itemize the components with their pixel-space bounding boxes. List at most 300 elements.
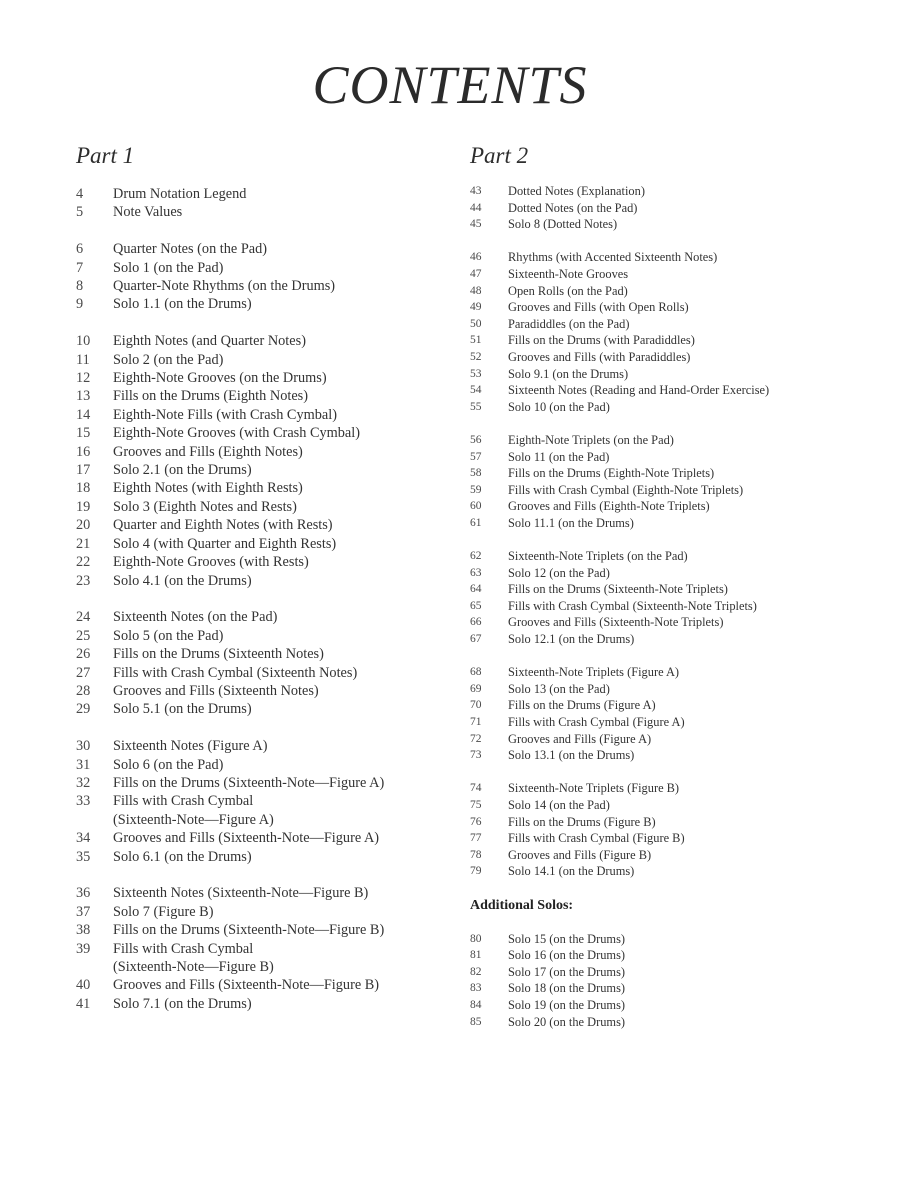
entry-title-text: Quarter and Eighth Notes (with Rests) xyxy=(113,517,333,534)
toc-entry xyxy=(76,884,436,902)
page-number: 17 xyxy=(76,462,91,479)
entry-title xyxy=(113,645,436,663)
entry-title-text: Solo 13 (on the Pad) xyxy=(508,681,610,696)
entry-title xyxy=(113,387,436,405)
page-number: 75 xyxy=(470,798,482,811)
page-number: 36 xyxy=(76,885,91,902)
entry-title xyxy=(508,565,870,582)
entry-title xyxy=(508,780,870,797)
page-number: 39 xyxy=(76,940,91,957)
page-number: 77 xyxy=(470,832,482,845)
entry-title-text: Grooves and Fills (Figure B) xyxy=(508,847,652,862)
page-number: 59 xyxy=(470,483,482,496)
entry-title xyxy=(508,399,870,416)
entry-title xyxy=(508,432,870,449)
page-number: 7 xyxy=(76,259,84,276)
toc-entry xyxy=(470,598,870,615)
page-number: 10 xyxy=(76,333,91,350)
entry-title xyxy=(508,681,870,698)
entry-title-text: Drum Notation Legend xyxy=(113,186,247,202)
toc-entry xyxy=(76,774,436,792)
entry-title xyxy=(113,185,436,203)
entry-title-text: Eighth-Note Grooves (with Rests) xyxy=(113,554,309,571)
entry-title-text: Solo 9.1 (on the Drums) xyxy=(508,366,629,381)
page-number: 53 xyxy=(470,367,482,380)
entry-title xyxy=(113,848,436,866)
page-number: 67 xyxy=(470,633,482,646)
entry-title xyxy=(508,183,870,200)
toc-group xyxy=(470,183,870,233)
entry-title xyxy=(508,697,870,714)
page-number: 49 xyxy=(470,301,482,314)
page-number: 71 xyxy=(470,716,482,728)
entry-title-text: Eighth-Note Grooves (on the Drums) xyxy=(113,370,327,387)
entry-title xyxy=(508,664,870,681)
toc-entry xyxy=(470,631,870,648)
entry-title xyxy=(113,829,436,847)
page-number: 12 xyxy=(76,370,91,387)
entry-title-text: Fills with Crash Cymbal (Sixteenth Notes) xyxy=(113,664,358,681)
entry-title-text: Grooves and Fills (Eighth Notes) xyxy=(113,443,303,460)
page-number: 26 xyxy=(76,646,91,663)
page-number: 61 xyxy=(470,516,482,529)
entry-title xyxy=(113,884,436,902)
entry-title-text: Fills on the Drums (Sixteenth-Note Triplets) xyxy=(508,582,728,597)
toc-entry xyxy=(76,369,436,387)
page-number: 68 xyxy=(470,666,482,679)
toc-entry xyxy=(76,737,436,755)
entry-title xyxy=(508,449,870,466)
entry-title xyxy=(113,700,436,718)
toc-group xyxy=(470,548,870,648)
additional-solos-heading: Additional Solos: xyxy=(470,897,574,913)
entry-title-text: Fills on the Drums (with Paradiddles) xyxy=(508,333,695,348)
toc-entry xyxy=(76,406,436,424)
toc-entry xyxy=(76,553,436,571)
toc-entry xyxy=(76,976,436,994)
entry-title-text: Sixteenth Notes (Sixteenth-Note—Figure B) xyxy=(113,885,369,902)
page-number: 15 xyxy=(76,425,91,442)
page-number: 82 xyxy=(470,965,482,978)
part-2-heading: Part 2 xyxy=(470,143,529,168)
entry-title xyxy=(113,995,436,1013)
toc-group xyxy=(470,664,870,764)
part-1-column xyxy=(76,144,436,1032)
entry-title-text: Solo 1 (on the Pad) xyxy=(113,259,224,276)
toc-entry xyxy=(76,185,436,203)
toc-group xyxy=(76,608,436,718)
page-number: 84 xyxy=(470,998,482,1011)
entry-title-text: Sixteenth Notes (Figure A) xyxy=(113,738,268,755)
page-number: 35 xyxy=(76,848,91,865)
toc-entry xyxy=(470,515,870,532)
toc-entry xyxy=(470,498,870,515)
entry-title-text: Grooves and Fills (with Paradiddles) xyxy=(508,349,691,364)
page-number: 31 xyxy=(76,756,91,773)
toc-entry xyxy=(470,366,870,383)
entry-title xyxy=(113,332,436,350)
entry-title xyxy=(508,349,870,366)
toc-entry xyxy=(470,449,870,466)
page-number: 73 xyxy=(470,749,482,762)
entry-title xyxy=(113,921,436,939)
toc-entry xyxy=(470,980,870,997)
entry-title xyxy=(113,976,436,994)
entry-title-text: Solo 13.1 (on the Drums) xyxy=(508,748,635,763)
entry-title xyxy=(508,316,870,333)
toc-entry xyxy=(76,535,436,553)
toc-entry xyxy=(470,997,870,1014)
entry-title xyxy=(508,747,870,764)
toc-group xyxy=(76,332,436,590)
entry-title xyxy=(508,366,870,383)
entry-title-text: Dotted Notes (Explanation) xyxy=(508,184,645,198)
entry-title xyxy=(113,498,436,516)
entry-title xyxy=(113,553,436,571)
entry-title xyxy=(113,240,436,258)
entry-title-text: Solo 16 (on the Drums) xyxy=(508,948,626,963)
entry-title-text: Solo 11 (on the Pad) xyxy=(508,449,610,464)
page-number: 30 xyxy=(76,738,91,755)
entry-title xyxy=(508,465,870,482)
entry-title xyxy=(508,581,870,598)
page-number: 54 xyxy=(470,384,482,397)
entry-title-text: Rhythms (with Accented Sixteenth Notes) xyxy=(508,250,718,265)
entry-title-text: Solo 2 (on the Pad) xyxy=(113,351,224,368)
entry-title-text: Quarter Notes (on the Pad) xyxy=(113,241,268,258)
page-number: 32 xyxy=(76,774,91,791)
page-number: 20 xyxy=(76,517,91,534)
page-number: 72 xyxy=(470,732,482,745)
page-number: 28 xyxy=(76,682,91,699)
toc-entry xyxy=(470,664,870,681)
page-number: 13 xyxy=(76,388,91,405)
toc-entry xyxy=(470,249,870,266)
entry-title-text: Grooves and Fills (Sixteenth-Note—Figure B) xyxy=(113,977,380,994)
entry-title-text: Solo 4.1 (on the Drums) xyxy=(113,572,252,589)
toc-entry xyxy=(470,814,870,831)
entry-title xyxy=(508,249,870,266)
entry-title xyxy=(113,664,436,682)
entry-title-text: Fills on the Drums (Figure A) xyxy=(508,698,656,713)
entry-title xyxy=(113,608,436,626)
entry-title-text: Solo 12 (on the Pad) xyxy=(508,565,610,580)
page-number: 79 xyxy=(470,865,482,878)
entry-title-text: Fills with Crash Cymbal xyxy=(113,940,254,957)
toc-entry xyxy=(470,200,870,217)
toc-entry xyxy=(76,848,436,866)
toc-entry xyxy=(76,829,436,847)
entry-title-text: Solo 2.1 (on the Drums) xyxy=(113,462,252,479)
page-number: 46 xyxy=(470,251,482,264)
page-number: 25 xyxy=(76,627,91,644)
entry-title xyxy=(508,332,870,349)
entry-title-text: Quarter-Note Rhythms (on the Drums) xyxy=(113,278,336,295)
entry-title xyxy=(113,516,436,534)
entry-title-text: Grooves and Fills (Sixteenth-Note Triplets) xyxy=(508,615,724,630)
entry-title-text: Fills on the Drums (Sixteenth-Note—Figure B) xyxy=(113,922,385,939)
entry-title xyxy=(508,997,870,1014)
toc-entry xyxy=(76,332,436,350)
toc-entry xyxy=(470,780,870,797)
entry-title-text: Eighth Notes (with Eighth Rests) xyxy=(113,480,303,497)
entry-title xyxy=(113,424,436,442)
entry-title xyxy=(508,980,870,997)
toc-entry xyxy=(76,682,436,700)
page-number: 38 xyxy=(76,922,91,939)
entry-title xyxy=(113,461,436,479)
entry-title-text: Sixteenth Notes (on the Pad) xyxy=(113,609,278,626)
entry-title xyxy=(113,774,436,792)
page-number: 24 xyxy=(76,609,91,626)
entry-title-text: Solo 20 (on the Drums) xyxy=(508,1014,626,1029)
toc-group xyxy=(76,240,436,314)
page-number: 83 xyxy=(470,982,482,995)
entry-title-text: Solo 1.1 (on the Drums) xyxy=(113,296,252,313)
page-number: 4 xyxy=(76,186,84,202)
page-number: 80 xyxy=(470,932,482,945)
page-number: 34 xyxy=(76,830,91,847)
toc-entry xyxy=(76,443,436,461)
entry-title-continuation: (Sixteenth-Note—Figure B) xyxy=(113,958,274,975)
toc-entry xyxy=(470,216,870,233)
page-number: 37 xyxy=(76,903,91,920)
page-number: 41 xyxy=(76,995,91,1012)
entry-title-text: Grooves and Fills (Eighth-Note Triplets) xyxy=(508,499,710,514)
entry-title xyxy=(113,295,436,313)
entry-title-text: Solo 4 (with Quarter and Eighth Rests) xyxy=(113,535,337,552)
page-number: 21 xyxy=(76,535,91,552)
toc-entry xyxy=(76,259,436,277)
toc-entry xyxy=(470,581,870,598)
toc-entry xyxy=(76,516,436,534)
page-number: 78 xyxy=(470,848,482,861)
page-number: 23 xyxy=(76,572,91,589)
page-number: 22 xyxy=(76,554,91,571)
entry-title xyxy=(113,940,436,977)
entry-title xyxy=(113,756,436,774)
entry-title-text: Eighth-Note Fills (with Crash Cymbal) xyxy=(113,406,337,423)
entry-title xyxy=(508,382,870,399)
toc-entry xyxy=(470,349,870,366)
entry-title xyxy=(508,731,870,748)
toc-entry xyxy=(470,382,870,399)
toc-entry xyxy=(470,399,870,416)
entry-title xyxy=(508,266,870,283)
entry-title-text: Solo 19 (on the Drums) xyxy=(508,997,626,1012)
page-number: 63 xyxy=(470,566,482,579)
entry-title xyxy=(113,406,436,424)
entry-title-text: Solo 7 (Figure B) xyxy=(113,903,214,920)
entry-title-text: Solo 18 (on the Drums) xyxy=(508,981,626,996)
entry-title-text: Fills on the Drums (Eighth Notes) xyxy=(113,388,308,405)
entry-title xyxy=(508,515,870,532)
entry-title-text: Fills on the Drums (Sixteenth-Note—Figure A) xyxy=(113,774,385,791)
toc-entry xyxy=(470,565,870,582)
page-number: 5 xyxy=(76,204,84,221)
entry-title-text: Fills with Crash Cymbal (Figure B) xyxy=(508,831,685,846)
entry-title xyxy=(508,947,870,964)
entry-title-text: Sixteenth-Note Grooves xyxy=(508,266,629,281)
entry-title xyxy=(508,498,870,515)
entry-title-text: Solo 7.1 (on the Drums) xyxy=(113,995,252,1012)
toc-entry xyxy=(76,995,436,1013)
entry-title-text: Solo 17 (on the Drums) xyxy=(508,964,626,979)
page-number: 43 xyxy=(470,185,482,197)
entry-title xyxy=(113,259,436,277)
page-number: 52 xyxy=(470,350,482,363)
toc-entry xyxy=(470,548,870,565)
page-number: 33 xyxy=(76,793,91,810)
entry-title xyxy=(508,931,870,948)
page-number: 44 xyxy=(470,201,482,214)
toc-entry xyxy=(470,266,870,283)
page-number: 58 xyxy=(470,467,482,480)
toc-entry xyxy=(76,792,436,829)
page-number: 29 xyxy=(76,701,91,718)
entry-title xyxy=(508,216,870,233)
entry-title-text: Sixteenth-Note Triplets (Figure A) xyxy=(508,665,680,680)
entry-title xyxy=(508,283,870,300)
toc-entry xyxy=(470,681,870,698)
entry-title xyxy=(113,627,436,645)
page-number: 85 xyxy=(470,1015,482,1028)
page-number: 64 xyxy=(470,583,482,596)
page-number: 51 xyxy=(470,334,482,347)
entry-title-text: Paradiddles (on the Pad) xyxy=(508,316,630,331)
part-1-heading: Part 1 xyxy=(76,143,135,168)
toc-entry xyxy=(470,432,870,449)
entry-title xyxy=(508,482,870,499)
toc-entry xyxy=(76,645,436,663)
entry-title xyxy=(508,847,870,864)
entry-title xyxy=(508,299,870,316)
page-number: 70 xyxy=(470,699,482,712)
toc-entry xyxy=(470,797,870,814)
part-2-column xyxy=(470,144,870,1047)
entry-title-text: Sixteenth Notes (Reading and Hand-Order Exercise) xyxy=(508,383,770,398)
page-number: 57 xyxy=(470,450,482,463)
page-number: 69 xyxy=(470,682,482,695)
entry-title-text: Solo 6.1 (on the Drums) xyxy=(113,848,252,865)
entry-title-text: Solo 6 (on the Pad) xyxy=(113,756,224,773)
entry-title-text: Solo 5.1 (on the Drums) xyxy=(113,701,252,718)
page-number: 60 xyxy=(470,500,482,513)
page-number: 9 xyxy=(76,296,84,313)
entry-title-text: Solo 10 (on the Pad) xyxy=(508,399,610,414)
toc-entry xyxy=(470,714,870,731)
entry-title-text: Solo 12.1 (on the Drums) xyxy=(508,632,635,647)
toc-entry xyxy=(76,664,436,682)
toc-entry xyxy=(76,424,436,442)
entry-title-text: Solo 14 (on the Pad) xyxy=(508,797,610,812)
page-title: CONTENTS xyxy=(312,55,588,115)
entry-title-continuation: (Sixteenth-Note—Figure A) xyxy=(113,811,274,828)
toc-entry xyxy=(470,697,870,714)
toc-entry xyxy=(76,240,436,258)
entry-title xyxy=(113,479,436,497)
toc-entry xyxy=(470,316,870,333)
entry-title-text: Grooves and Fills (Sixteenth Notes) xyxy=(113,682,319,699)
toc-entry xyxy=(470,332,870,349)
entry-title xyxy=(508,714,870,731)
entry-title xyxy=(113,535,436,553)
entry-title-text: Eighth-Note Grooves (with Crash Cymbal) xyxy=(113,425,360,442)
toc-entry xyxy=(76,903,436,921)
toc-entry xyxy=(76,572,436,590)
toc-entry xyxy=(76,498,436,516)
toc-entry xyxy=(470,847,870,864)
page-number: 27 xyxy=(76,664,91,681)
entry-title-text: Fills with Crash Cymbal xyxy=(113,793,254,810)
part-1-entries xyxy=(76,185,436,1013)
entry-title xyxy=(508,200,870,217)
entry-title xyxy=(113,682,436,700)
toc-entry xyxy=(470,964,870,981)
toc-entry xyxy=(470,299,870,316)
toc-group xyxy=(76,737,436,866)
page-number: 19 xyxy=(76,498,91,515)
entry-title xyxy=(508,964,870,981)
page-number: 62 xyxy=(470,550,482,563)
toc-group xyxy=(470,780,870,880)
entry-title xyxy=(508,830,870,847)
entry-title-text: Sixteenth-Note Triplets (Figure B) xyxy=(508,781,680,796)
toc-group xyxy=(470,432,870,532)
page-number: 8 xyxy=(76,278,84,295)
entry-title xyxy=(113,277,436,295)
entry-title-text: Grooves and Fills (with Open Rolls) xyxy=(508,300,689,315)
toc-entry xyxy=(76,608,436,626)
page-number: 11 xyxy=(76,351,90,368)
page-number: 16 xyxy=(76,443,91,460)
toc-entry xyxy=(470,465,870,482)
entry-title-text: Grooves and Fills (Sixteenth-Note—Figure A) xyxy=(113,830,380,847)
entry-title xyxy=(508,814,870,831)
entry-title xyxy=(508,614,870,631)
page-number: 14 xyxy=(76,406,91,423)
page-number: 56 xyxy=(470,433,482,446)
entry-title xyxy=(113,903,436,921)
entry-title-text: Eighth-Note Triplets (on the Pad) xyxy=(508,432,674,447)
entry-title xyxy=(113,792,436,829)
toc-entry xyxy=(76,940,436,977)
page-number: 55 xyxy=(470,400,482,413)
toc-entry xyxy=(76,203,436,221)
entry-title xyxy=(508,797,870,814)
entry-title-text: Open Rolls (on the Pad) xyxy=(508,283,628,298)
entry-title-text: Sixteenth-Note Triplets (on the Pad) xyxy=(508,549,688,564)
entry-title xyxy=(113,443,436,461)
entry-title-text: Fills on the Drums (Eighth-Note Triplets) xyxy=(508,466,715,481)
page-number: 81 xyxy=(470,949,482,962)
entry-title-text: Fills on the Drums (Sixteenth Notes) xyxy=(113,646,324,663)
additional-solos-list xyxy=(470,931,870,1031)
toc-entry xyxy=(76,351,436,369)
page-number: 76 xyxy=(470,815,482,828)
entry-title-text: Fills with Crash Cymbal (Eighth-Note Triplets) xyxy=(508,482,744,497)
part-2-entries xyxy=(470,183,870,880)
toc-entry xyxy=(76,277,436,295)
toc-entry xyxy=(470,614,870,631)
entry-title xyxy=(508,1014,870,1031)
toc-entry xyxy=(470,731,870,748)
toc-entry xyxy=(470,830,870,847)
page-number: 50 xyxy=(470,317,482,330)
toc-entry xyxy=(76,387,436,405)
entry-title-text: Solo 5 (on the Pad) xyxy=(113,627,224,644)
entry-title-text: Note Values xyxy=(113,204,183,221)
